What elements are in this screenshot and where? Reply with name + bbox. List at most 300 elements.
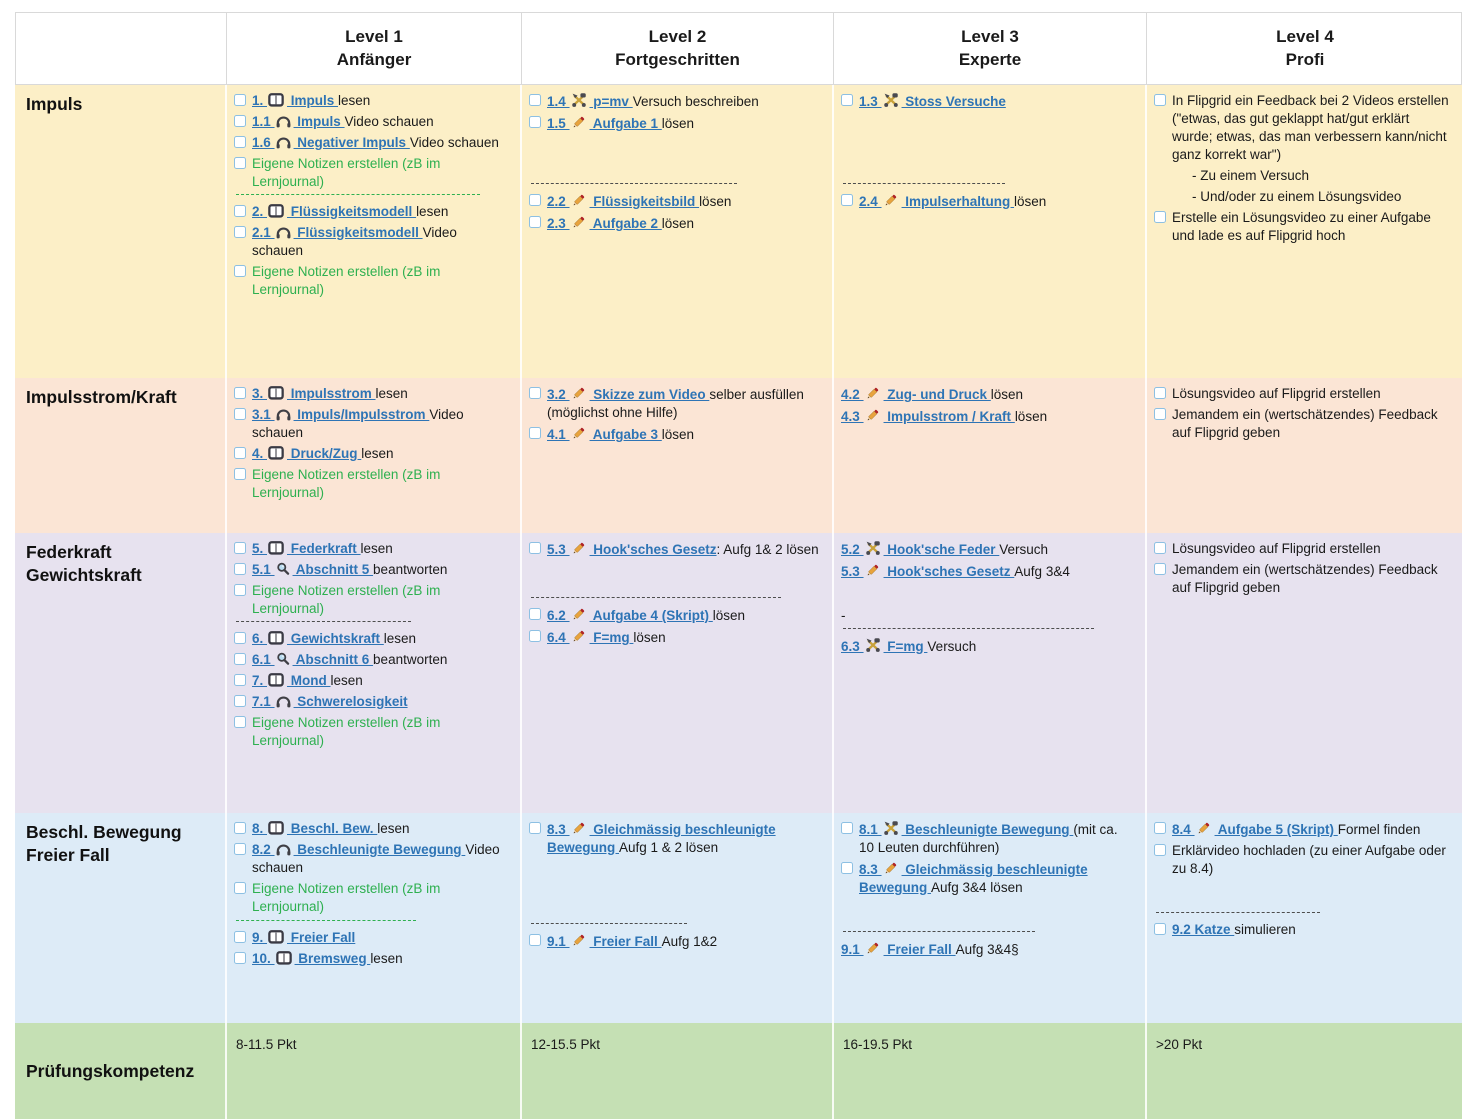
- task-link[interactable]: Druck/Zug: [287, 445, 362, 461]
- checkbox[interactable]: [841, 862, 853, 874]
- section-divider: [531, 597, 781, 598]
- task-item: [1154, 921, 1453, 939]
- checkbox[interactable]: [234, 408, 246, 420]
- task-item: [529, 540, 823, 559]
- task-text: lesen: [377, 821, 410, 836]
- task-item-text: [859, 860, 1136, 897]
- table-row: [15, 813, 1462, 1023]
- task-link[interactable]: Aufgabe 5 (Skript): [1214, 822, 1338, 837]
- task-item: [841, 192, 1136, 211]
- magnifier-icon: [276, 562, 290, 576]
- task-text: lesen: [330, 672, 363, 688]
- task-link[interactable]: 9.1: [841, 941, 864, 957]
- task-text: lösen: [1014, 408, 1048, 424]
- task-text: Aufg 1&2: [661, 933, 718, 949]
- task-text: lesen: [375, 386, 408, 401]
- task-item-text: [547, 192, 823, 211]
- task-link[interactable]: 10.: [252, 950, 275, 966]
- task-link[interactable]: Freier Fall: [287, 929, 356, 945]
- checkbox[interactable]: [1154, 542, 1166, 554]
- task-cell: [225, 813, 520, 1023]
- row-label: [15, 813, 225, 1023]
- pencil-icon: [883, 860, 899, 876]
- task-item: [234, 466, 511, 502]
- task-item: [529, 628, 823, 647]
- task-text: lesen: [383, 630, 417, 646]
- task-item: [841, 607, 1136, 625]
- task-link[interactable]: Impuls/Impulsstrom: [293, 406, 430, 422]
- task-text: lesen: [416, 203, 449, 219]
- task-text: lesen: [360, 541, 393, 556]
- task-link[interactable]: 4.1: [547, 426, 570, 442]
- checkbox[interactable]: [529, 822, 541, 834]
- task-item-text: [252, 224, 511, 260]
- task-link[interactable]: F=mg: [589, 629, 634, 645]
- task-link[interactable]: Aufgabe 1: [589, 115, 662, 131]
- table-row: [15, 1023, 1462, 1119]
- task-text: Jemandem ein (wertschätzendes) Feedback auf Flipgrid geben: [1172, 406, 1438, 440]
- task-link[interactable]: Beschl. Bew.: [287, 821, 378, 836]
- checkbox[interactable]: [529, 630, 541, 642]
- level-subtitle: Experte: [958, 49, 1022, 69]
- checkbox[interactable]: [234, 447, 246, 459]
- headphones-icon: [276, 696, 291, 708]
- checkbox[interactable]: [841, 94, 853, 106]
- task-item-text: [252, 714, 511, 750]
- task-text: beantworten: [373, 651, 448, 667]
- task-item: [841, 385, 1136, 404]
- checkbox[interactable]: [234, 632, 246, 644]
- task-link[interactable]: Impulsstrom: [287, 386, 376, 401]
- task-link[interactable]: 1.6: [252, 134, 275, 150]
- level-subtitle: Anfänger: [336, 49, 412, 69]
- checkbox[interactable]: [1154, 94, 1166, 106]
- task-item: [234, 929, 511, 947]
- task-item: [234, 385, 511, 403]
- task-link[interactable]: 5.3: [841, 563, 864, 579]
- task-text: lösen: [712, 607, 746, 623]
- task-text: lösen: [633, 629, 666, 645]
- task-link[interactable]: Aufgabe 3: [589, 426, 662, 442]
- task-link[interactable]: Impulsstrom / Kraft: [883, 408, 1015, 424]
- task-link[interactable]: Schwerelosigkeit: [293, 693, 408, 709]
- task-text: lösen: [661, 115, 695, 131]
- task-item: [1154, 385, 1453, 403]
- task-item-text: [547, 932, 823, 951]
- notes-text: Eigene Notizen erstellen (zB im Lernjournal): [252, 155, 441, 189]
- task-link[interactable]: 3.1: [252, 406, 275, 422]
- task-link[interactable]: 5.2: [841, 542, 864, 557]
- task-text: selber ausfüllen (möglichst ohne Hilfe): [547, 387, 804, 420]
- checkbox[interactable]: [529, 194, 541, 206]
- task-link[interactable]: Skizze zum Video: [589, 387, 710, 402]
- task-item-text: [252, 134, 511, 152]
- task-text: Jemandem ein (wertschätzendes) Feedback auf Flipgrid geben: [1172, 561, 1438, 595]
- checkbox[interactable]: [841, 194, 853, 206]
- task-link[interactable]: 8.1: [859, 822, 882, 837]
- book-icon: [268, 93, 284, 107]
- task-text: beantworten: [373, 561, 448, 577]
- task-link[interactable]: 3.: [252, 386, 268, 401]
- level-subtitle: Fortgeschritten: [615, 49, 740, 69]
- level-title: Level 4: [1276, 26, 1334, 46]
- checkbox[interactable]: [234, 882, 246, 894]
- pencil-icon: [571, 820, 587, 836]
- row-label: [15, 533, 225, 813]
- checkbox[interactable]: [234, 205, 246, 217]
- checkbox[interactable]: [529, 934, 541, 946]
- task-link[interactable]: Hook'sches Gesetz: [883, 563, 1015, 579]
- task-text: simulieren: [1234, 921, 1296, 937]
- row-label-line: Gewichtskraft: [26, 564, 142, 585]
- task-link[interactable]: Beschleunigte Bewegung: [901, 822, 1074, 837]
- pencil-icon: [571, 540, 587, 556]
- task-text: Erstelle ein Lösungsvideo zu einer Aufgabe und lade es auf Flipgrid hoch: [1172, 209, 1431, 243]
- checkbox[interactable]: [234, 695, 246, 707]
- task-link[interactable]: 6.3: [841, 638, 864, 654]
- checkbox[interactable]: [234, 468, 246, 480]
- task-item-text: [252, 841, 511, 877]
- level-title: Level 3: [961, 26, 1019, 46]
- task-item: [1154, 188, 1453, 206]
- checkbox[interactable]: [1154, 211, 1166, 223]
- task-item-text: [1172, 561, 1453, 597]
- task-link[interactable]: 5.1: [252, 561, 275, 577]
- task-item: [529, 114, 823, 133]
- task-text: lösen: [661, 215, 695, 231]
- checkbox[interactable]: [529, 427, 541, 439]
- task-item: [234, 880, 511, 916]
- checkbox[interactable]: [1154, 923, 1166, 935]
- task-link[interactable]: Impuls: [287, 93, 339, 108]
- table-body: [15, 85, 1462, 1119]
- task-link[interactable]: 1.4: [547, 94, 570, 109]
- task-link[interactable]: 8.3: [547, 822, 570, 837]
- book-icon: [268, 631, 284, 645]
- task-item: [529, 192, 823, 211]
- task-text: Video schauen: [252, 841, 500, 875]
- task-link[interactable]: Zug- und Druck: [883, 387, 991, 402]
- checkbox[interactable]: [529, 608, 541, 620]
- task-item-text: [547, 540, 823, 559]
- task-link[interactable]: 2.2: [547, 193, 570, 209]
- checkbox[interactable]: [234, 226, 246, 238]
- header-row: [15, 12, 1462, 85]
- task-link[interactable]: 8.3: [859, 861, 882, 877]
- notes-text: Eigene Notizen erstellen (zB im Lernjournal): [252, 263, 441, 297]
- task-link[interactable]: 2.1: [252, 224, 275, 240]
- task-item-text: [252, 540, 511, 558]
- section-divider: [843, 628, 1094, 629]
- task-link[interactable]: Bremsweg: [294, 950, 371, 966]
- task-item: [841, 820, 1136, 857]
- task-item-text: [252, 406, 511, 442]
- task-item: [841, 860, 1136, 897]
- task-link[interactable]: 2.4: [859, 193, 882, 209]
- task-link[interactable]: 5.3: [547, 542, 570, 557]
- task-item-text: [1172, 540, 1453, 558]
- task-link[interactable]: Gleichmässig beschleunigte Bewegung: [547, 822, 776, 855]
- task-item: [234, 582, 511, 618]
- pencil-icon: [571, 932, 587, 948]
- level-subtitle: Profi: [1285, 49, 1325, 69]
- header-level-4: [1146, 13, 1463, 84]
- checkbox[interactable]: [234, 265, 246, 277]
- task-link[interactable]: 2.3: [547, 215, 570, 231]
- task-link[interactable]: Flüssigkeitsmodell: [287, 203, 417, 219]
- task-text: Formel finden: [1337, 822, 1421, 837]
- checkbox[interactable]: [234, 157, 246, 169]
- task-text: - Und/oder zu einem Lösungsvideo: [1192, 188, 1402, 204]
- points-value: 8-11.5 Pkt: [236, 1037, 297, 1052]
- checkbox[interactable]: [529, 216, 541, 228]
- task-item-text: [841, 407, 1136, 426]
- book-icon: [268, 446, 284, 460]
- book-icon: [268, 673, 284, 687]
- task-text: Video schauen: [252, 406, 464, 440]
- task-link[interactable]: p=mv: [589, 94, 633, 109]
- task-link[interactable]: 4.2: [841, 387, 864, 402]
- book-icon: [276, 951, 292, 965]
- checkbox[interactable]: [1154, 822, 1166, 834]
- pencil-icon: [571, 425, 587, 441]
- task-item: [841, 637, 1136, 656]
- task-item-text: [252, 672, 511, 690]
- task-link[interactable]: Aufgabe 2: [589, 215, 662, 231]
- task-link[interactable]: Aufgabe 4 (Skript): [589, 607, 713, 623]
- task-item-text: [252, 263, 511, 299]
- points-cell: [1145, 1023, 1462, 1119]
- task-cell: [1145, 813, 1462, 1023]
- points-value: 12-15.5 Pkt: [531, 1037, 601, 1052]
- task-item-text: [547, 385, 823, 422]
- task-item: [234, 155, 511, 191]
- task-item: [529, 606, 823, 625]
- task-item: [529, 92, 823, 111]
- task-link[interactable]: Abschnitt 5: [292, 561, 374, 577]
- task-item-text: [252, 820, 511, 838]
- book-icon: [268, 821, 284, 835]
- task-link[interactable]: 1.1: [252, 113, 275, 129]
- checkbox[interactable]: [841, 822, 853, 834]
- task-link[interactable]: Hook'sches Gesetz: [589, 542, 717, 557]
- checkbox[interactable]: [529, 94, 541, 106]
- headphones-icon: [276, 409, 291, 421]
- section-divider: [531, 183, 737, 184]
- task-link[interactable]: Freier Fall: [589, 933, 662, 949]
- task-item-text: [547, 92, 823, 111]
- task-item-text: [841, 607, 1136, 625]
- task-item-text: [252, 155, 511, 191]
- checkbox[interactable]: [1154, 387, 1166, 399]
- section-divider: [531, 923, 687, 924]
- section-divider: [1156, 912, 1320, 913]
- table-row: [15, 378, 1462, 533]
- task-link[interactable]: Flüssigkeitsbild: [589, 193, 700, 209]
- notes-text: Eigene Notizen erstellen (zB im Lernjournal): [252, 880, 441, 914]
- headphones-icon: [276, 116, 291, 128]
- task-link[interactable]: 1.5: [547, 115, 570, 131]
- task-item: [529, 385, 823, 422]
- task-link[interactable]: 4.3: [841, 408, 864, 424]
- checkbox[interactable]: [234, 584, 246, 596]
- task-link[interactable]: Impulserhaltung: [901, 193, 1015, 209]
- task-item-text: [1172, 209, 1453, 245]
- section-divider: [236, 920, 416, 921]
- notes-text: Eigene Notizen erstellen (zB im Lernjournal): [252, 714, 441, 748]
- tools-icon: [883, 92, 899, 108]
- task-link[interactable]: Gewichtskraft: [287, 630, 384, 646]
- task-item-text: [252, 929, 511, 947]
- task-text: Versuch: [999, 542, 1049, 557]
- task-link[interactable]: 3.2: [547, 387, 570, 402]
- task-item-text: [547, 114, 823, 133]
- pencil-icon: [571, 214, 587, 230]
- task-cell: [225, 533, 520, 813]
- task-link[interactable]: Federkraft: [287, 541, 361, 556]
- task-link[interactable]: 9.2 Katze: [1172, 921, 1235, 937]
- task-link[interactable]: 5.: [252, 541, 268, 556]
- task-link[interactable]: 9.: [252, 929, 268, 945]
- task-item-text: [1172, 921, 1453, 939]
- task-item-text: [859, 192, 1136, 211]
- task-link[interactable]: 8.: [252, 821, 268, 836]
- task-item: [234, 92, 511, 110]
- task-link[interactable]: F=mg: [883, 638, 928, 654]
- task-item-text: [252, 880, 511, 916]
- task-cell: [225, 378, 520, 533]
- checkbox[interactable]: [1154, 408, 1166, 420]
- task-item: [1154, 209, 1453, 245]
- checkbox[interactable]: [529, 116, 541, 128]
- task-link[interactable]: Mond: [287, 672, 331, 688]
- task-link[interactable]: 7.1: [252, 693, 275, 709]
- task-item-text: [1172, 406, 1453, 442]
- task-item-text: [841, 385, 1136, 404]
- task-item: [841, 92, 1136, 111]
- checkbox[interactable]: [529, 542, 541, 554]
- headphones-icon: [276, 844, 291, 856]
- task-item: [529, 820, 823, 857]
- task-link[interactable]: 2.: [252, 203, 268, 219]
- task-text: : Aufg 1& 2 lösen: [716, 542, 819, 557]
- task-item: [841, 540, 1136, 559]
- task-item: [234, 113, 511, 131]
- tools-icon: [571, 92, 587, 108]
- pencil-icon: [865, 562, 881, 578]
- checkbox[interactable]: [234, 94, 246, 106]
- task-text: Lösungsvideo auf Flipgrid erstellen: [1172, 541, 1381, 556]
- task-item-text: [252, 561, 511, 579]
- task-link[interactable]: 8.2: [252, 841, 275, 857]
- task-text: Aufg 3&4 lösen: [931, 879, 1023, 895]
- checkbox[interactable]: [529, 387, 541, 399]
- checkbox[interactable]: [234, 843, 246, 855]
- magnifier-icon: [276, 652, 290, 666]
- checkbox[interactable]: [234, 136, 246, 148]
- checkbox[interactable]: [234, 563, 246, 575]
- task-cell: [832, 85, 1145, 378]
- task-item: [234, 561, 511, 579]
- task-item: [1154, 561, 1453, 597]
- checkbox[interactable]: [234, 674, 246, 686]
- task-item: [234, 203, 511, 221]
- checkbox[interactable]: [234, 822, 246, 834]
- checkbox[interactable]: [234, 542, 246, 554]
- checkbox[interactable]: [234, 115, 246, 127]
- pencil-icon: [865, 385, 881, 401]
- task-link[interactable]: 9.1: [547, 933, 570, 949]
- task-item: [234, 950, 511, 968]
- task-cell: [832, 533, 1145, 813]
- checkbox[interactable]: [234, 931, 246, 943]
- section-divider: [236, 194, 480, 195]
- task-text: lesen: [370, 950, 403, 966]
- task-link[interactable]: Gleichmässig beschleunigte Bewegung: [859, 861, 1088, 895]
- pencil-icon: [883, 192, 899, 208]
- checkbox[interactable]: [1154, 563, 1166, 575]
- checkbox[interactable]: [234, 716, 246, 728]
- task-item-text: [1192, 167, 1453, 185]
- task-cell: [520, 813, 832, 1023]
- task-item-text: [547, 628, 823, 647]
- checkbox[interactable]: [234, 653, 246, 665]
- task-item-text: [1192, 188, 1453, 206]
- task-item-text: [841, 562, 1136, 581]
- table-row: [15, 533, 1462, 813]
- task-text: Aufg 1 & 2 lösen: [619, 839, 719, 855]
- task-link[interactable]: Freier Fall: [883, 941, 956, 957]
- pencil-icon: [865, 940, 881, 956]
- task-link[interactable]: Abschnitt 6: [292, 651, 374, 667]
- task-link[interactable]: 7.: [252, 672, 268, 688]
- header-level-3: [833, 13, 1146, 84]
- task-link[interactable]: 6.1: [252, 651, 275, 667]
- task-text: In Flipgrid ein Feedback bei 2 Videos erstellen ("etwas, das gut geklappt hat/gut erklärt wurde; etwas, das man verbessern kann/nicht ganz korrekt war"): [1172, 93, 1449, 162]
- task-item-text: [547, 606, 823, 625]
- task-text: - Zu einem Versuch: [1192, 167, 1310, 183]
- task-cell: [832, 378, 1145, 533]
- task-link[interactable]: 6.: [252, 630, 268, 646]
- task-item-text: [547, 820, 823, 857]
- task-link[interactable]: Hook'sche Feder: [883, 542, 1000, 557]
- task-link[interactable]: Beschleunigte Bewegung: [293, 841, 466, 857]
- task-link[interactable]: 6.4: [547, 629, 570, 645]
- task-link[interactable]: Impuls: [293, 113, 345, 129]
- task-link[interactable]: 1.3: [859, 94, 882, 109]
- task-link[interactable]: 4.: [252, 445, 268, 461]
- checkbox[interactable]: [234, 952, 246, 964]
- row-label-line: Freier Fall: [26, 844, 110, 865]
- checkbox[interactable]: [234, 387, 246, 399]
- task-item: [234, 134, 511, 152]
- checkbox[interactable]: [1154, 844, 1166, 856]
- task-link[interactable]: Flüssigkeitsmodell: [293, 224, 423, 240]
- task-text: Versuch: [927, 638, 977, 654]
- task-item: [1154, 842, 1453, 878]
- task-text: Versuch beschreiben: [632, 94, 759, 109]
- task-link[interactable]: 6.2: [547, 607, 570, 623]
- notes-text: Eigene Notizen erstellen (zB im Lernjournal): [252, 466, 441, 500]
- task-item-text: [1172, 92, 1453, 164]
- task-link[interactable]: Stoss Versuche: [901, 94, 1006, 109]
- task-link[interactable]: Negativer Impuls: [293, 134, 410, 150]
- task-item: [1154, 540, 1453, 558]
- task-link[interactable]: 1.: [252, 93, 268, 108]
- pencil-icon: [571, 628, 587, 644]
- task-item-text: [859, 92, 1136, 111]
- task-link[interactable]: 8.4: [1172, 822, 1195, 837]
